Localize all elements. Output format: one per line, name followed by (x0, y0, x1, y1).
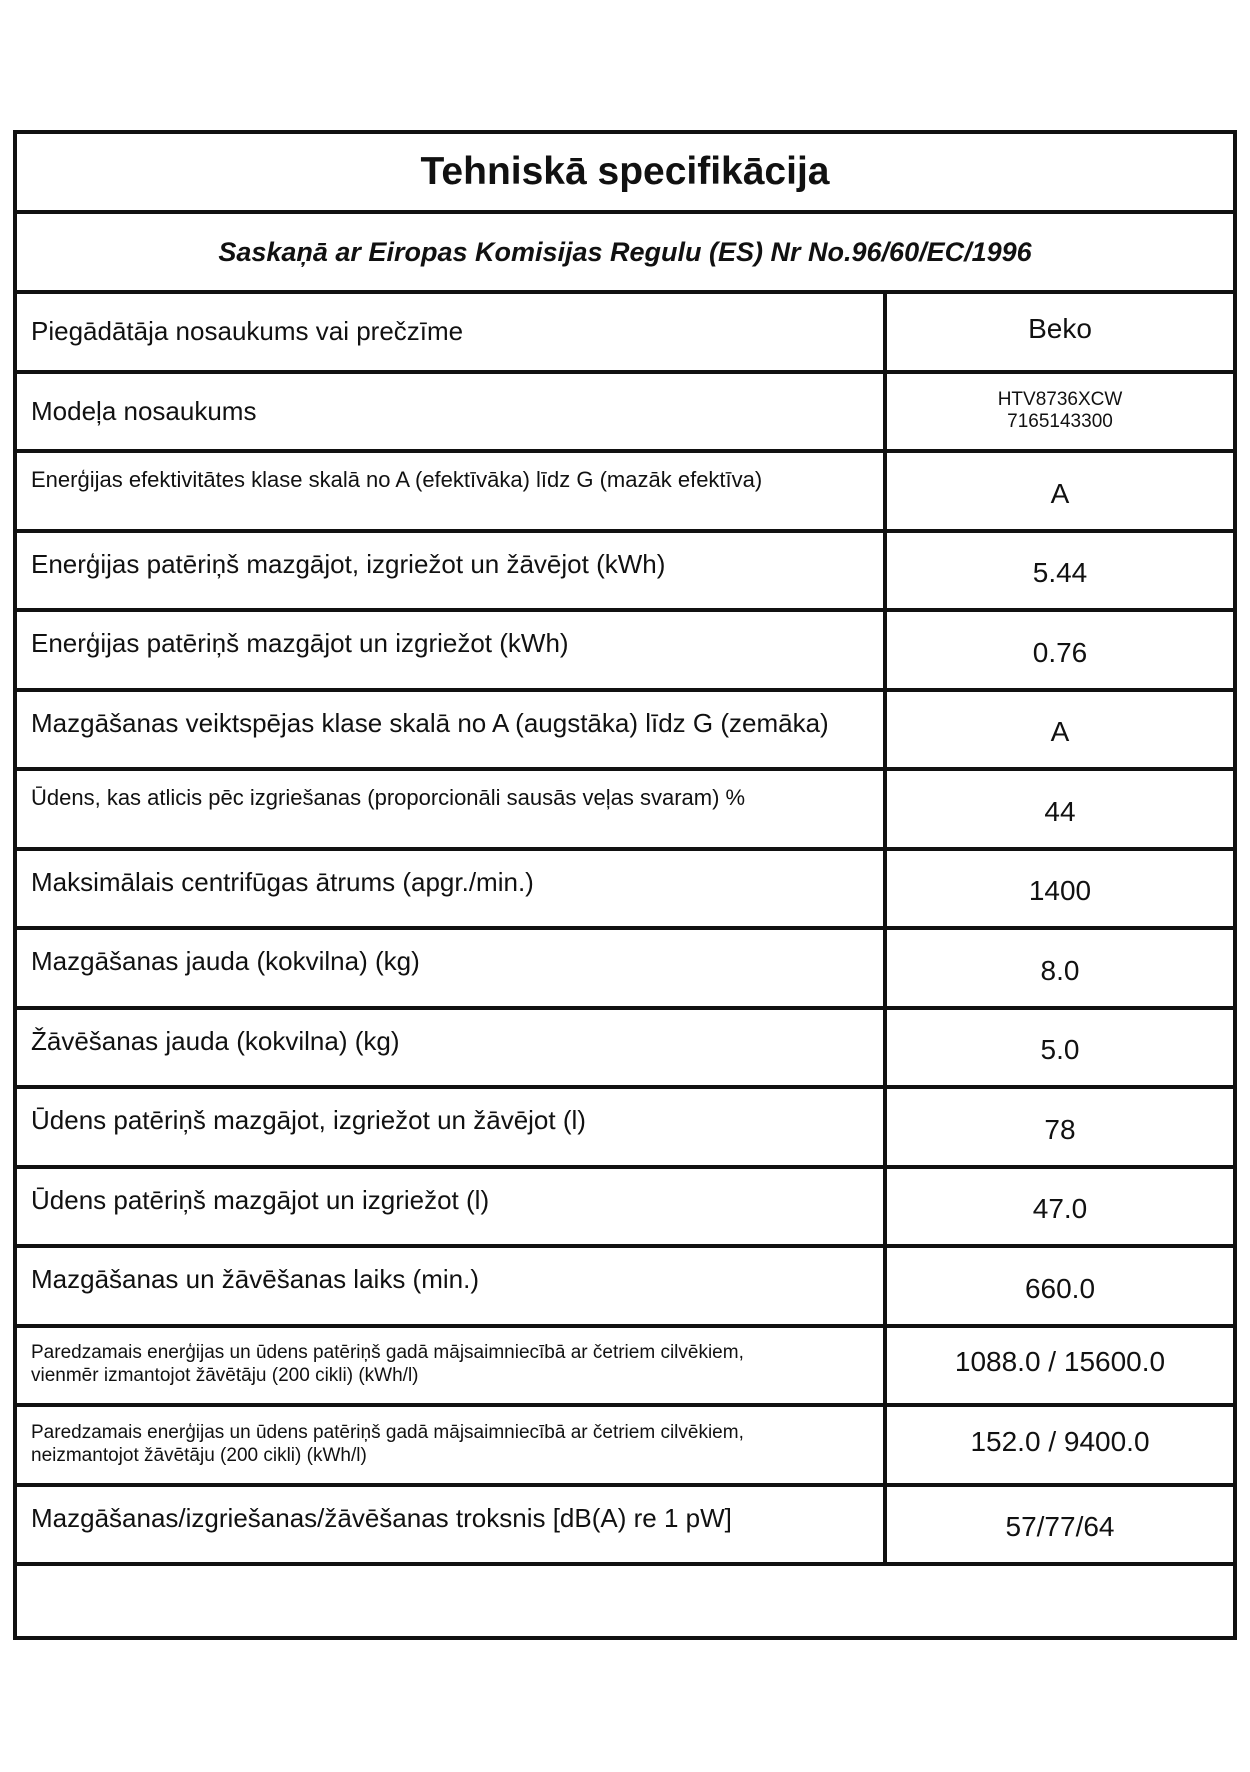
page-title: Tehniskā specifikācija (17, 134, 1233, 214)
row-label: Maksimālais centrifūgas ātrums (apgr./min.) (17, 851, 887, 927)
table-row (17, 294, 1233, 374)
table-row (17, 1248, 1233, 1328)
row-label-line: vienmēr izmantojot žāvētāju (200 cikli) (kWh/l) (31, 1365, 419, 1387)
row-value: 44 (1044, 795, 1076, 827)
row-label: Ūdens patēriņš mazgājot, izgriežot un žāvējot (l) (17, 1089, 887, 1165)
table-row (17, 1089, 1233, 1169)
table-row (17, 1487, 1233, 1567)
row-value: 78 (1044, 1113, 1076, 1145)
row-value: A (1050, 716, 1070, 748)
row-value: 57/77/64 (1005, 1511, 1115, 1543)
empty-footer-row (17, 1570, 1233, 1636)
row-value: 152.0 / 9400.0 (970, 1425, 1150, 1457)
table-row (17, 374, 1233, 454)
row-value: 5.44 (1032, 557, 1088, 589)
row-label: Mazgāšanas un žāvēšanas laiks (min.) (17, 1248, 887, 1324)
row-value: 660.0 (1024, 1272, 1096, 1304)
table-row (17, 851, 1233, 931)
row-label: Ūdens patēriņš mazgājot un izgriežot (l) (17, 1169, 887, 1245)
row-label: Žāvēšanas jauda (kokvilna) (kg) (17, 1010, 887, 1086)
model-code: HTV8736XCW (997, 389, 1123, 411)
row-label: Piegādātāja nosaukums vai prečzīme (17, 294, 887, 370)
table-row (17, 533, 1233, 613)
row-label: Mazgāšanas veiktspējas klase skalā no A (augstāka) līdz G (zemāka) (17, 692, 887, 768)
row-value: 8.0 (1040, 954, 1080, 986)
row-label: Enerģijas patēriņš mazgājot un izgriežot (kWh) (17, 612, 887, 688)
row-label-line: Paredzamais enerģijas un ūdens patēriņš gadā mājsaimniecībā ar četriem cilvēkiem, (31, 1421, 744, 1443)
row-label: Enerģijas patēriņš mazgājot, izgriežot un žāvējot (kWh) (17, 533, 887, 609)
model-number: 7165143300 (1007, 411, 1113, 433)
row-label: Mazgāšanas jauda (kokvilna) (kg) (17, 930, 887, 1006)
row-label (17, 1328, 887, 1404)
table-row (17, 930, 1233, 1010)
row-value: 1088.0 / 15600.0 (954, 1346, 1166, 1378)
spec-sheet (13, 130, 1237, 1640)
row-value: 47.0 (1032, 1193, 1088, 1225)
row-label: Modeļa nosaukums (17, 374, 887, 450)
row-label: Mazgāšanas/izgriešanas/žāvēšanas troksnis [dB(A) re 1 pW] (17, 1487, 887, 1563)
table-row (17, 692, 1233, 772)
row-value: 5.0 (1040, 1034, 1080, 1066)
row-label-line: neizmantojot žāvētāju (200 cikli) (kWh/l) (31, 1444, 367, 1466)
row-label (17, 1407, 887, 1483)
spec-table (17, 294, 1233, 1566)
table-row (17, 1407, 1233, 1487)
row-value (887, 374, 1233, 450)
table-row (17, 1010, 1233, 1090)
row-value: Beko (1028, 312, 1092, 344)
page-subtitle: Saskaņā ar Eiropas Komisijas Regulu (ES) Nr No.96/60/EC/1996 (17, 214, 1233, 294)
table-row (17, 1169, 1233, 1249)
row-value: 0.76 (1032, 636, 1088, 668)
table-row (17, 771, 1233, 851)
row-label-line: Paredzamais enerģijas un ūdens patēriņš gadā mājsaimniecībā ar četriem cilvēkiem, (31, 1342, 744, 1364)
row-value: A (1050, 477, 1070, 509)
row-value: 1400 (1028, 875, 1092, 907)
table-row (17, 1328, 1233, 1408)
row-label: Enerģijas efektivitātes klase skalā no A (efektīvāka) līdz G (mazāk efektīva) (17, 453, 887, 529)
table-row (17, 612, 1233, 692)
table-row (17, 453, 1233, 533)
row-label: Ūdens, kas atlicis pēc izgriešanas (proporcionāli sausās veļas svaram) % (17, 771, 887, 847)
